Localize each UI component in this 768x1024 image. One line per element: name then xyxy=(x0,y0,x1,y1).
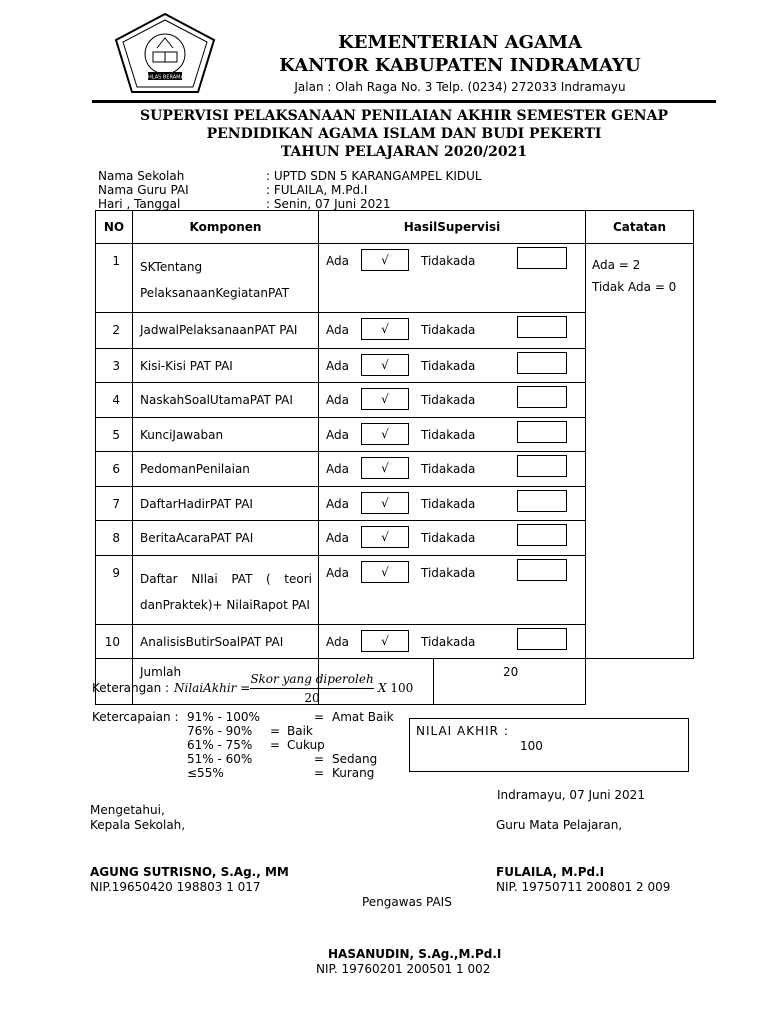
tidak-label: Tidakada xyxy=(421,393,476,407)
ada-label: Ada xyxy=(326,359,349,373)
row-komponen: BeritaAcaraPAT PAI xyxy=(133,521,319,556)
tidak-label: Tidakada xyxy=(421,531,476,545)
tidak-checkbox xyxy=(517,247,567,269)
ada-checkbox: √ xyxy=(361,388,409,410)
row-hasil xyxy=(319,349,586,383)
row-hasil xyxy=(319,487,586,521)
ada-label: Ada xyxy=(326,462,349,476)
col-komponen: Komponen xyxy=(133,211,319,244)
row-no: 8 xyxy=(96,521,133,556)
row-hasil xyxy=(319,556,586,625)
info-value: : FULAILA, M.Pd.I xyxy=(266,183,368,197)
nilai-akhir-box xyxy=(409,718,689,772)
row-hasil xyxy=(319,418,586,452)
ada-checkbox: √ xyxy=(361,318,409,340)
nilai-akhir-label: NILAI AKHIR : xyxy=(416,724,509,738)
tidak-label: Tidakada xyxy=(421,323,476,337)
row-no: 2 xyxy=(96,313,133,349)
row-komponen: Daftar NIlai PAT ( teori danPraktek)+ NilaiRapot PAI xyxy=(133,556,319,625)
ada-checkbox: √ xyxy=(361,423,409,445)
doc-title-line1: SUPERVISI PELAKSANAAN PENILAIAN AKHIR SEMESTER GENAP xyxy=(140,108,668,124)
row-komponen: PedomanPenilaian xyxy=(133,452,319,487)
tidak-label: Tidakada xyxy=(421,462,476,476)
equals: = xyxy=(314,752,325,766)
tidak-label: Tidakada xyxy=(421,566,476,580)
formula-fraction xyxy=(250,672,374,705)
info-label: Nama Sekolah xyxy=(98,169,185,183)
catatan-cell xyxy=(586,244,694,659)
tidak-label: Tidakada xyxy=(421,635,476,649)
ada-checkbox: √ xyxy=(361,457,409,479)
keterangan-label: Keterangan : xyxy=(92,681,170,695)
row-komponen: KunciJawaban xyxy=(133,418,319,452)
row-komponen: Kisi-Kisi PAT PAI xyxy=(133,349,319,383)
row-no: 5 xyxy=(96,418,133,452)
pengawas-name: HASANUDIN, S.Ag.,M.Pd.I xyxy=(328,947,502,961)
row-komponen: SKTentang PelaksanaanKegiatanPAT xyxy=(133,244,319,313)
row-no: 7 xyxy=(96,487,133,521)
range: ≤55% xyxy=(187,766,224,780)
range: 51% - 60% xyxy=(187,752,253,766)
ada-checkbox: √ xyxy=(361,354,409,376)
row-hasil xyxy=(319,521,586,556)
jumlah-value: 20 xyxy=(503,665,519,679)
equals: = xyxy=(270,724,281,738)
row-hasil xyxy=(319,383,586,418)
formula-numerator: Skor yang diperoleh xyxy=(250,672,374,689)
row-komponen: NaskahSoalUtamaPAT PAI xyxy=(133,383,319,418)
formula-multiplier: X 100 xyxy=(378,681,414,695)
doc-title-line2: PENDIDIKAN AGAMA ISLAM DAN BUDI PEKERTI xyxy=(206,126,602,142)
row-no: 3 xyxy=(96,349,133,383)
range: 61% - 75% xyxy=(187,738,253,752)
equals: = xyxy=(270,738,281,752)
range: 76% - 90% xyxy=(187,724,253,738)
guru-name: FULAILA, M.Pd.I xyxy=(496,865,605,879)
ada-label: Ada xyxy=(326,254,349,268)
ketercapaian-label: Ketercapaian : xyxy=(92,710,179,724)
tidak-checkbox xyxy=(517,524,567,546)
mengetahui: Mengetahui, xyxy=(90,803,165,817)
grade: Cukup xyxy=(287,738,325,752)
range: 91% - 100% xyxy=(187,710,260,724)
row-hasil xyxy=(319,313,586,349)
tidak-checkbox xyxy=(517,316,567,338)
ada-label: Ada xyxy=(326,393,349,407)
kepala-title: Kepala Sekolah, xyxy=(90,818,186,832)
row-no: 6 xyxy=(96,452,133,487)
col-catatan: Catatan xyxy=(586,211,694,244)
col-hasil: HasilSupervisi xyxy=(319,211,586,244)
tidak-checkbox xyxy=(517,628,567,650)
doc-title-line3: TAHUN PELAJARAN 2020/2021 xyxy=(280,144,528,160)
office-name: KANTOR KABUPATEN INDRAMAYU xyxy=(279,55,641,76)
ada-checkbox: √ xyxy=(361,561,409,583)
kemenag-emblem-icon xyxy=(112,12,218,96)
ada-label: Ada xyxy=(326,497,349,511)
ada-label: Ada xyxy=(326,428,349,442)
row-no: 10 xyxy=(96,625,133,659)
row-hasil xyxy=(319,452,586,487)
info-label: Nama Guru PAI xyxy=(98,183,189,197)
jumlah-label: Jumlah xyxy=(133,659,319,705)
info-value: : Senin, 07 Juni 2021 xyxy=(266,197,391,211)
equals: = xyxy=(314,766,325,780)
pengawas-nip: NIP. 19760201 200501 1 002 xyxy=(316,962,491,976)
info-label: Hari , Tanggal xyxy=(98,197,181,211)
grade: Baik xyxy=(287,724,313,738)
equals: = xyxy=(314,710,325,724)
supervision-table xyxy=(95,210,694,705)
tidak-checkbox xyxy=(517,455,567,477)
tidak-checkbox xyxy=(517,559,567,581)
nilai-akhir-value: 100 xyxy=(520,739,543,753)
row-hasil xyxy=(319,244,586,313)
catatan-tidak: Tidak Ada = 0 xyxy=(592,280,677,294)
tidak-checkbox xyxy=(517,421,567,443)
ada-checkbox: √ xyxy=(361,492,409,514)
header-divider xyxy=(92,100,716,103)
grade: Sedang xyxy=(332,752,378,766)
catatan-ada: Ada = 2 xyxy=(592,258,641,272)
row-komponen: AnalisisButirSoalPAT PAI xyxy=(133,625,319,659)
guru-nip: NIP. 19750711 200801 2 009 xyxy=(496,880,671,894)
ada-label: Ada xyxy=(326,323,349,337)
info-value: : UPTD SDN 5 KARANGAMPEL KIDUL xyxy=(266,169,482,183)
row-komponen: DaftarHadirPAT PAI xyxy=(133,487,319,521)
kepala-nip: NIP.19650420 198803 1 017 xyxy=(90,880,261,894)
tidak-checkbox xyxy=(517,386,567,408)
grade: Kurang xyxy=(332,766,375,780)
kepala-name: AGUNG SUTRISNO, S.Ag., MM xyxy=(90,865,289,879)
ada-checkbox: √ xyxy=(361,526,409,548)
ada-label: Ada xyxy=(326,635,349,649)
place-date: Indramayu, 07 Juni 2021 xyxy=(497,788,645,802)
formula-lhs: NilaiAkhir = xyxy=(174,681,251,695)
row-komponen: JadwalPelaksanaanPAT PAI xyxy=(133,313,319,349)
tidak-label: Tidakada xyxy=(421,428,476,442)
table-row xyxy=(96,244,694,313)
ada-checkbox: √ xyxy=(361,630,409,652)
row-no: 1 xyxy=(96,244,133,313)
pengawas-title: Pengawas PAIS xyxy=(362,895,452,909)
grade: Amat Baik xyxy=(332,710,394,724)
tidak-label: Tidakada xyxy=(421,497,476,511)
agency-name: KEMENTERIAN AGAMA xyxy=(338,32,582,53)
svg-text:IKHLAS BERAMAL: IKHLAS BERAMAL xyxy=(143,74,187,81)
office-address: Jalan : Olah Raga No. 3 Telp. (0234) 272033 Indramayu xyxy=(294,80,626,94)
guru-title: Guru Mata Pelajaran, xyxy=(496,818,623,832)
tidak-label: Tidakada xyxy=(421,254,476,268)
ada-label: Ada xyxy=(326,566,349,580)
col-no: NO xyxy=(96,211,133,244)
tidak-label: Tidakada xyxy=(421,359,476,373)
ada-checkbox: √ xyxy=(361,249,409,271)
ada-label: Ada xyxy=(326,531,349,545)
row-no: 4 xyxy=(96,383,133,418)
tidak-checkbox xyxy=(517,490,567,512)
row-no: 9 xyxy=(96,556,133,625)
table-header-row xyxy=(96,211,694,244)
row-hasil xyxy=(319,625,586,659)
formula-denominator: 20 xyxy=(304,691,320,705)
tidak-checkbox xyxy=(517,352,567,374)
